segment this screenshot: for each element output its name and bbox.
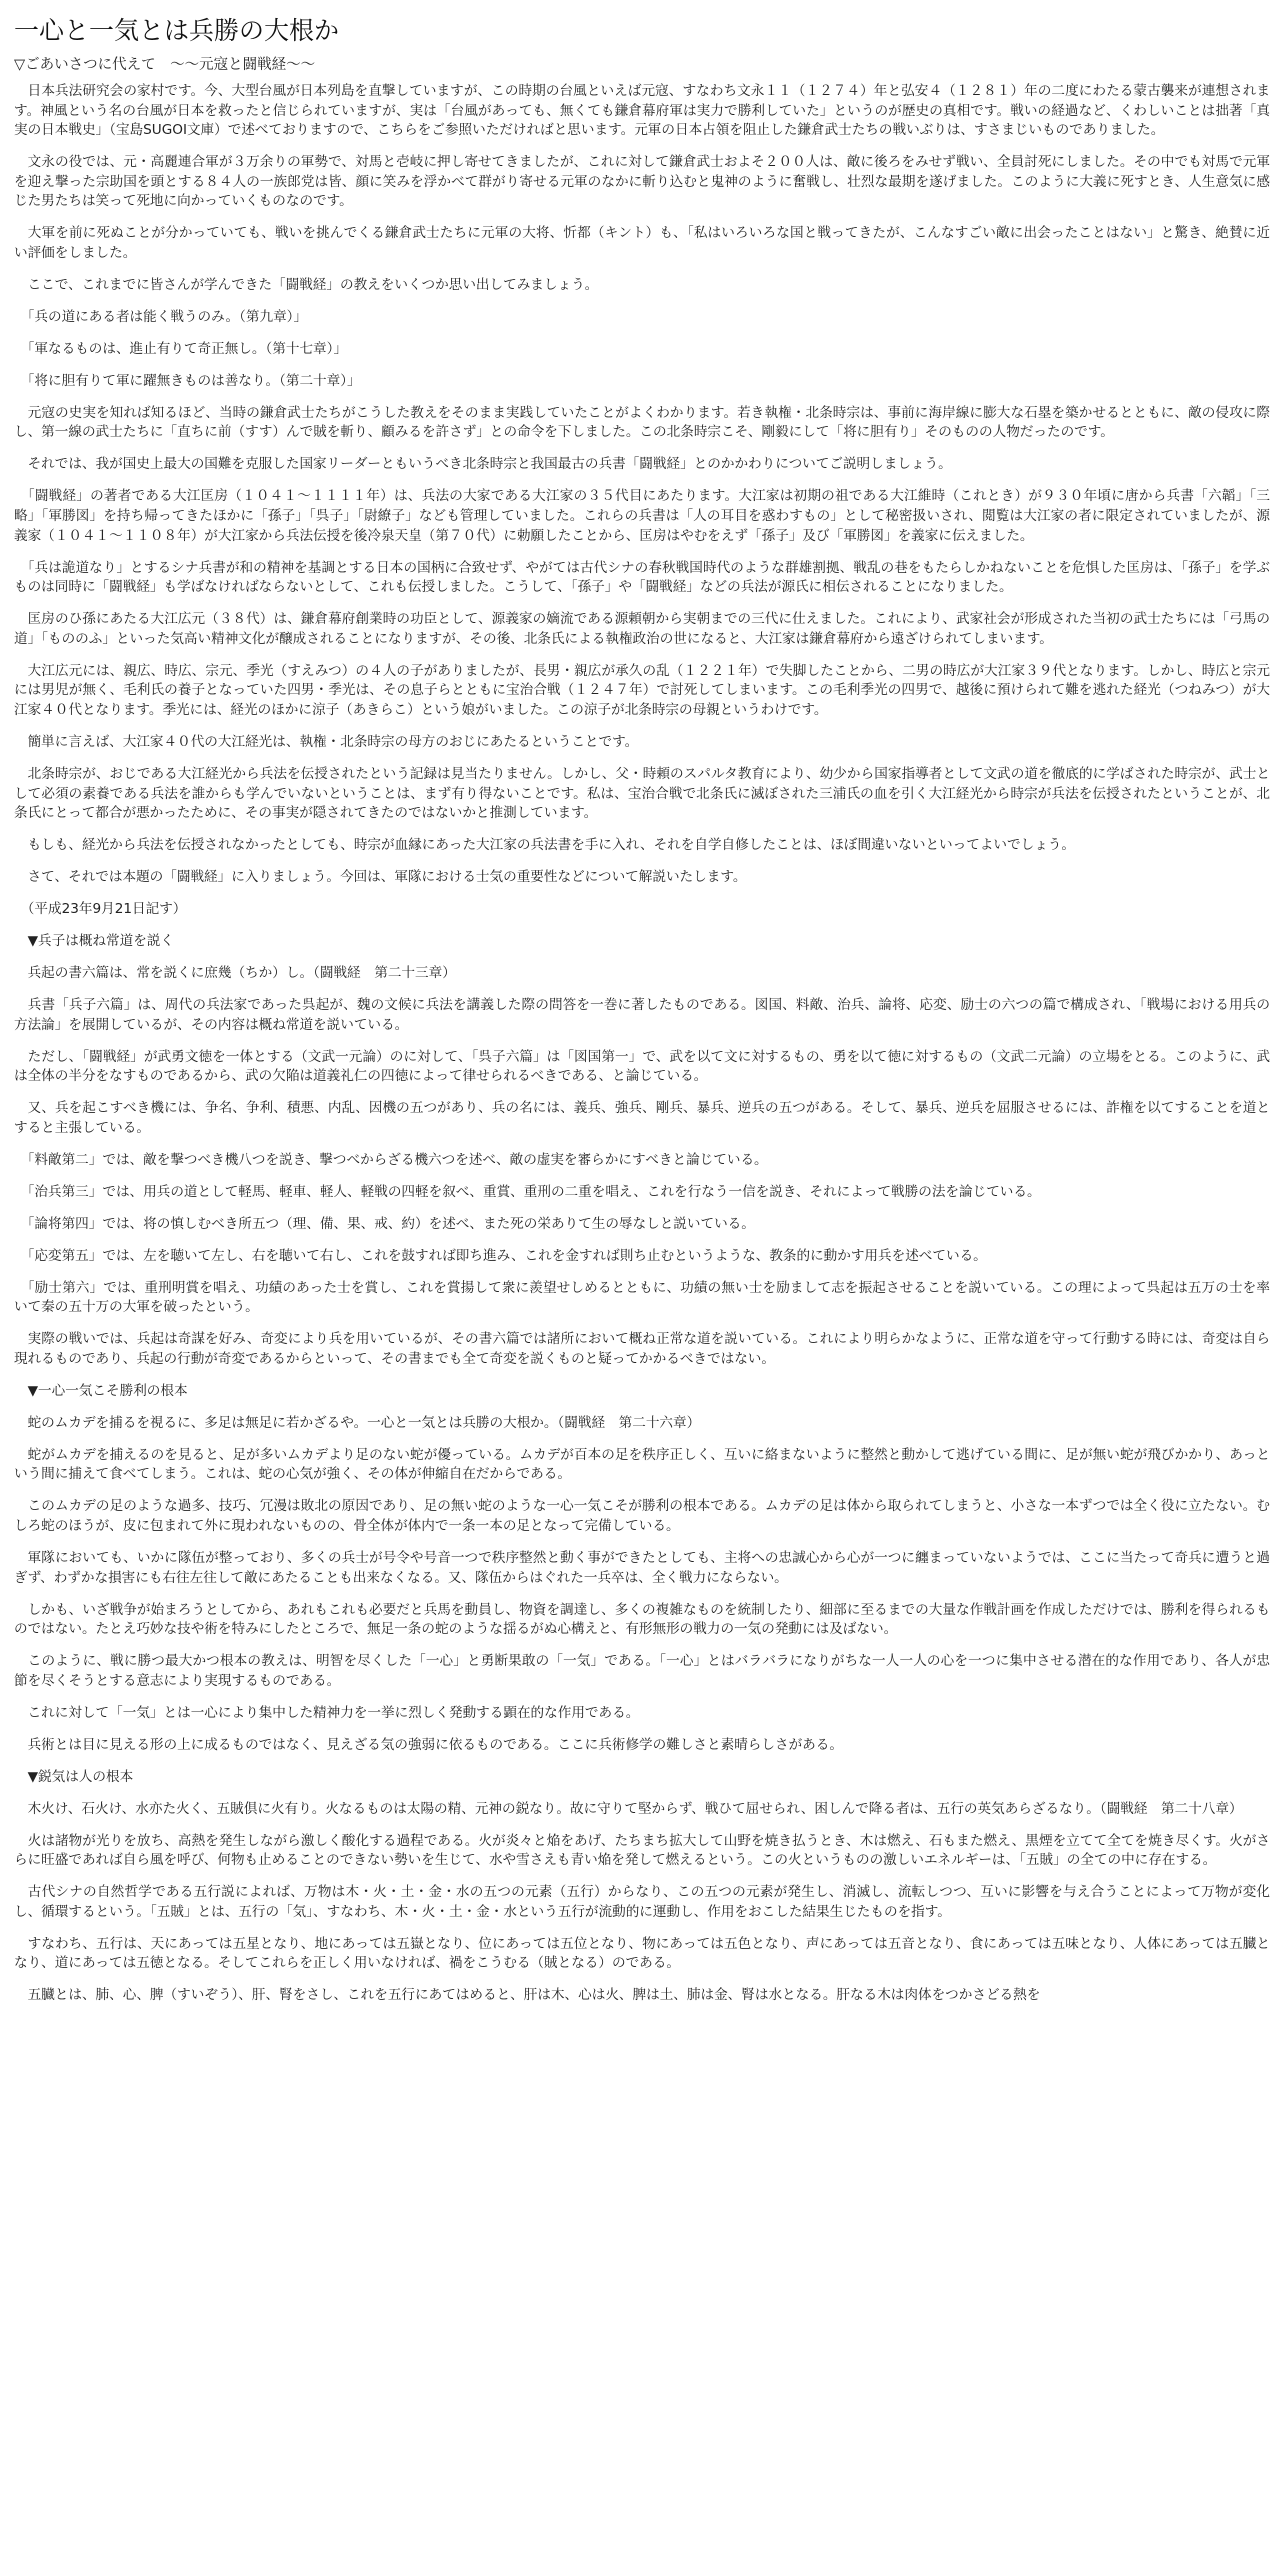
article-paragraph: 火は諸物が光りを放ち、高熱を発生しながら激しく酸化する過程である。火が炎々と焔をあげ、たちまち拡大して山野を焼き払うとき、木は燃え、石もまた燃え、黒煙を立てて全てを焼き尽くす。火がさらに旺盛であれば自ら風を呼び、何物も止めることのできない勢いを生じて、水や雪さえも青い焔を発して燃えるという。この火というものの激しいエネルギーは、「五賊」の全ての中に存在する。 — [14, 1832, 1270, 1869]
article-paragraph: 元寇の史実を知れば知るほど、当時の鎌倉武士たちがこうした教えをそのまま実践していたことがよくわかります。若き執権・北条時宗は、事前に海岸線に膨大な石塁を築かせるとともに、敵の侵攻に際し、第一線の武士たちに「直ちに前（すす）んで賊を斬り、顧みるを許さず」との命令を下しました。この北条時宗こそ、剛毅にして「将に胆有り」そのものの人物だったのです。 — [14, 404, 1270, 441]
article-paragraph: このように、戦に勝つ最大かつ根本の教えは、明智を尽くした「一心」と勇断果敢の「一気」である。「一心」とはバラバラになりがちな一人一人の心を一つに集中させる潜在的な作用であり、各人が忠節を尽くそうとする意志により実現するものである。 — [14, 1653, 1270, 1689]
article-paragraph: 木火け、石火け、水亦た火く、五賊倶に火有り。火なるものは太陽の精、元神の鋭なり。故に守りて堅からず、戦ひて屈せられ、困しんで降る者は、五行の英気あらざるなり。（闘戦経 第二十八章） — [14, 1800, 1243, 1817]
article-paragraph: 蛇のムカデを捕るを視るに、多足は無足に若かざるや。一心と一気とは兵勝の大根か。（闘戦経 第二十六章） — [14, 1414, 701, 1431]
article-body — [14, 82, 1270, 2006]
article-paragraph: 大江広元には、親広、時広、宗元、季光（すえみつ）の４人の子がありましたが、長男・親広が承久の乱（１２２１年）で失脚したことから、二男の時広が大江家３９代となります。しかし、時広と宗元には男児が無く、毛利氏の養子となっていた四男・季光は、その息子らとともに宝治合戦（１２４７年）で討死してしまいます。この毛利季光の四男で、越後に預けられて難を逃れた経光（つねみつ）が大江家４０代となります。季光には、経光のほかに涼子（あきらこ）という娘がいました。この涼子が北条時宗の母親というわけです。 — [14, 662, 1270, 718]
article-paragraph: 「論将第四」では、将の慎しむべき所五つ（理、備、果、戒、約）を述べ、また死の栄ありて生の辱なしと説いている。 — [14, 1215, 755, 1232]
article-paragraph: 「将に胆有りて軍に躍無きものは善なり。（第二十章）」 — [14, 372, 361, 389]
article-paragraph: 文永の役では、元・高麗連合軍が３万余りの軍勢で、対馬と壱岐に押し寄せてきましたが、これに対して鎌倉武士およそ２００人は、敵に後ろをみせず戦い、全員討死にしました。その中でも対馬で元軍を迎え撃った宗助国を頭とする８４人の一族郎党は皆、顔に笑みを浮かべて群がり寄せる元軍のなかに斬り込むと鬼神のように奮戦し、壮烈な最期を遂げました。このように大義に死すとき、人生意気に感じた男たちは笑って死地に向かっていくものなのです。 — [14, 154, 1270, 210]
article-paragraph: 簡単に言えば、大江家４０代の大江経光は、執権・北条時宗の母方のおじにあたるということです。 — [14, 733, 639, 750]
article-paragraph: このムカデの足のような過多、技巧、冗漫は敗北の原因であり、足の無い蛇のような一心一気こそが勝利の根本である。ムカデの足は体から取られてしまうと、小さな一本ずつでは全く役に立たない。むしろ蛇のほうが、皮に包まれて外に現われないものの、骨全体が体内で一条一本の足となって完備している。 — [14, 1498, 1270, 1534]
article-paragraph: （平成23年9月21日記す） — [14, 901, 187, 918]
article-paragraph: 兵術とは目に見える形の上に成るものではなく、見えざる気の強弱に依るものである。ここに兵術修学の難しさと素晴らしさがある。 — [14, 1736, 843, 1753]
article-paragraph: 蛇がムカデを捕えるのを見ると、足が多いムカデより足のない蛇が優っている。ムカデが百本の足を秩序正しく、互いに絡まないように整然と動かして逃げている間に、足が無い蛇が飛びかかり、あっという間に捕えて食べてしまう。これは、蛇の心気が強く、その体が伸縮自在だからである。 — [14, 1446, 1270, 1483]
article-paragraph: 古代シナの自然哲学である五行説によれば、万物は木・火・土・金・水の五つの元素（五行）からなり、この五つの元素が発生し、消滅し、流転しつつ、互いに影響を与え合うことによって万物が変化し、循環するという。「五賊」とは、五行の「気」、すなわち、木・火・土・金・水という五行が流動的に運動し、作用をおこした結果生じたものを指す。 — [14, 1884, 1270, 1920]
article-paragraph: 北条時宗が、おじである大江経光から兵法を伝授されたという記録は見当たりません。しかし、父・時頼のスパルタ教育により、幼少から国家指導者として文武の道を徹底的に学ばされた時宗が、武士として必須の素養である兵法を誰からも学んでいないということは、まず有り得ないことです。私は、宝治合戦で北条氏に滅ぼされた三浦氏の血を引く大江経光から時宗が兵法を伝授されたということが、北条氏にとって都合が悪かったために、その事実が隠されてきたのではないかと推測しています。 — [14, 765, 1270, 822]
article-paragraph: 大軍を前に死ぬことが分かっていても、戦いを挑んでくる鎌倉武士たちに元軍の大将、忻都（キント）も、「私はいろいろな国と戦ってきたが、こんなすごい敵に出会ったことはない」と驚き、絶賛に近い評価をしました。 — [14, 225, 1270, 261]
article-paragraph: 実際の戦いでは、兵起は奇謀を好み、奇変により兵を用いているが、その書六篇では諸所において概ね正常な道を説いている。これにより明らかなように、正常な道を守って行動する時には、奇変は自ら現れるものであり、兵起の行動が奇変であるからといって、その書までも全て奇変を説くものと疑ってかかるべきではない。 — [14, 1331, 1270, 1367]
article-paragraph: 「兵の道にある者は能く戦うのみ。（第九章）」 — [14, 308, 308, 325]
article-paragraph: ▼鋭気は人の根本 — [14, 1768, 134, 1785]
article-paragraph: これに対して「一気」とは一心により集中した精神力を一挙に烈しく発動する顕在的な作用である。 — [14, 1704, 640, 1721]
article-paragraph: 「応変第五」では、左を聴いて左し、右を聴いて右し、これを鼓すれば即ち進み、これを金すれば則ち止むというような、教条的に動かす用兵を述べている。 — [14, 1247, 987, 1264]
article-paragraph: 匡房のひ孫にあたる大江広元（３８代）は、鎌倉幕府創業時の功臣として、源義家の嫡流である源頼朝から実朝までの三代に仕えました。これにより、武家社会が形成された当初の武士たちには「弓馬の道」「もののふ」といった気高い精神文化が醸成されることになりますが、その後、北条氏による執権政治の世になると、大江家は鎌倉幕府から遠ざけられてしまいます。 — [14, 611, 1270, 647]
article-paragraph: さて、それでは本題の「闘戦経」に入りましょう。今回は、軍隊における士気の重要性などについて解説いたします。 — [14, 869, 747, 886]
article-subtitle: ▽ごあいさつに代えて ～～元寇と闘戦経～～ — [14, 57, 316, 73]
article-paragraph: しかも、いざ戦争が始まろうとしてから、あれもこれも必要だと兵馬を動員し、物資を調達し、多くの複雑なものを統制したり、細部に至るまでの大量な作戦計画を作成しただけでは、勝利を得られるものではない。たとえ巧妙な技や術を特みにしたところで、無足一条の蛇のような揺るがぬ心構えと、有形無形の戦力の一気の発動には及ばない。 — [14, 1601, 1270, 1638]
article-paragraph: 軍隊においても、いかに隊伍が整っており、多くの兵士が号令や号音一つで秩序整然と動く事ができたとしても、主将への忠誠心から心が一つに纏まっていないようでは、ここに当たって奇兵に遭うと過ぎず、わずかな損害にも右往左往して敵にあたることも出来なくなる。又、隊伍からはぐれた一兵卒は、全く戦力にならない。 — [14, 1549, 1270, 1586]
article-paragraph: ▼一心一気こそ勝利の根本 — [14, 1382, 188, 1399]
article-paragraph: 兵起の書六篇は、常を説くに庶幾（ちか）し。（闘戦経 第二十三章） — [14, 965, 456, 982]
article-paragraph: ▼兵子は概ね常道を説く — [14, 933, 174, 950]
article-paragraph: 「闘戦経」の著者である大江匡房（１０４１～１１１１年）は、兵法の大家である大江家の３５代目にあたります。大江家は初期の祖である大江維時（これとき）が９３０年頃に唐から兵書「六韜」「三略」「軍勝図」を持ち帰ってきたほかに「孫子」「呉子」「尉繚子」なども管理していました。これらの兵書は「人の耳目を惑わすもの」として秘密扱いされ、閲覧は大江家の者に限定されていましたが、源義家（１０４１～１１０８年）が大江家から兵法伝授を後冷泉天皇（第７０代）に勅願したことから、匡房はやむをえず「孫子」及び「軍勝図」を義家に伝えました。 — [14, 488, 1270, 544]
article-paragraph: それでは、我が国史上最大の国難を克服した国家リーダーともいうべき北条時宗と我国最古の兵書「闘戦経」とのかかわりについてご説明しましょう。 — [14, 456, 952, 473]
article-paragraph: すなわち、五行は、天にあっては五星となり、地にあっては五嶽となり、位にあっては五位となり、物にあっては五色となり、声にあっては五音となり、食にあっては五味となり、人体にあっては五臓となり、道にあっては五徳となる。そしてこれらを正しく用いなければ、禍をこうむる（賊となる）のである。 — [14, 1935, 1270, 1972]
article-paragraph: ここで、これまでに皆さんが学んできた「闘戦経」の教えをいくつか思い出してみましょう。 — [14, 276, 599, 293]
article-paragraph: 「軍なるものは、進止有りて奇正無し。（第十七章）」 — [14, 340, 348, 357]
article-paragraph: 「治兵第三」では、用兵の道として軽馬、軽車、軽人、軽戦の四軽を叙べ、重賞、重刑の二重を唱え、これを行なう一信を説き、それによって戦勝の法を論じている。 — [14, 1183, 1041, 1200]
article-paragraph: 「兵は詭道なり」とするシナ兵書が和の精神を基調とする日本の国柄に合致せず、やがては古代シナの春秋戦国時代のような群雄割拠、戦乱の巷をもたらしかねないことを危惧した匡房は、「孫子」を学ぶものは同時に「闘戦経」も学ばなければならないとして、これも伝授しました。こうして、「孫子」や「闘戦経」などの兵法が源氏に相伝されることになりました。 — [14, 559, 1270, 596]
article-paragraph: もしも、経光から兵法を伝授されなかったとしても、時宗が血縁にあった大江家の兵法書を手に入れ、それを自学自修したことは、ほぼ間違いないといってよいでしょう。 — [14, 837, 1075, 854]
article-paragraph: 「料敵第二」では、敵を撃つべき機八つを説き、撃つべからざる機六つを述べ、敵の虚実を審らかにすべきと論じている。 — [14, 1151, 768, 1168]
article-paragraph: 「励士第六」では、重刑明賞を唱え、功績のあった士を賞し、これを賞揚して衆に羨望せしめるとともに、功績の無い士を励まして志を振起させることを説いている。この理によって呉起は五万の士を率いて秦の五十万の大軍を破ったという。 — [14, 1279, 1270, 1316]
article-paragraph: 五臓とは、肺、心、脾（すいぞう）、肝、腎をさし、これを五行にあてはめると、肝は木、心は火、脾は土、肺は金、腎は水となる。肝なる木は肉体をつかさどる熱を — [14, 1987, 1041, 2004]
article-paragraph: 日本兵法研究会の家村です。今、大型台風が日本列島を直撃していますが、この時期の台風といえば元寇、すなわち文永１１（１２７４）年と弘安４（１２８１）年の二度にわたる蒙古襲来が連想されます。神風という名の台風が日本を救ったと信じられていますが、実は「台風があっても、無くても鎌倉幕府軍は実力で勝利していた」というのが歴史の真相です。戦いの経過など、くわしいことは拙著「真実の日本戦史」（宝島SUGOI文庫）で述べておりますので、こちらをご参照いただければと思います。元軍の日本占領を阻止した鎌倉武士たちの戦いぶりは、すさまじいものでありました。 — [14, 83, 1270, 139]
page-title: 一心と一気とは兵勝の大根か — [14, 16, 340, 45]
article-paragraph: 又、兵を起こすべき機には、争名、争利、積悪、内乱、因機の五つがあり、兵の名には、義兵、強兵、剛兵、暴兵、逆兵の五つがある。そして、暴兵、逆兵を屈服させるには、詐権を以てすることを道とすると主張している。 — [14, 1100, 1270, 1136]
article-paragraph: 兵書「兵子六篇」は、周代の兵法家であった呉起が、魏の文候に兵法を講義した際の問答を一巻に著したものである。図国、料敵、治兵、論将、応変、励士の六つの篇で構成され、「戦場における用兵の方法論」を展開しているが、その内容は概ね常道を説いている。 — [14, 997, 1270, 1033]
article-paragraph: ただし、「闘戦経」が武勇文徳を一体とする（文武一元論）のに対して、「呉子六篇」は「図国第一」で、武を以て文に対するもの、勇を以て徳に対するもの（文武二元論）の立場をとる。このように、武は全体の半分をなすものであるから、武の欠陥は道義礼仁の四徳によって律せられるべきである、と論じている。 — [14, 1048, 1270, 1085]
